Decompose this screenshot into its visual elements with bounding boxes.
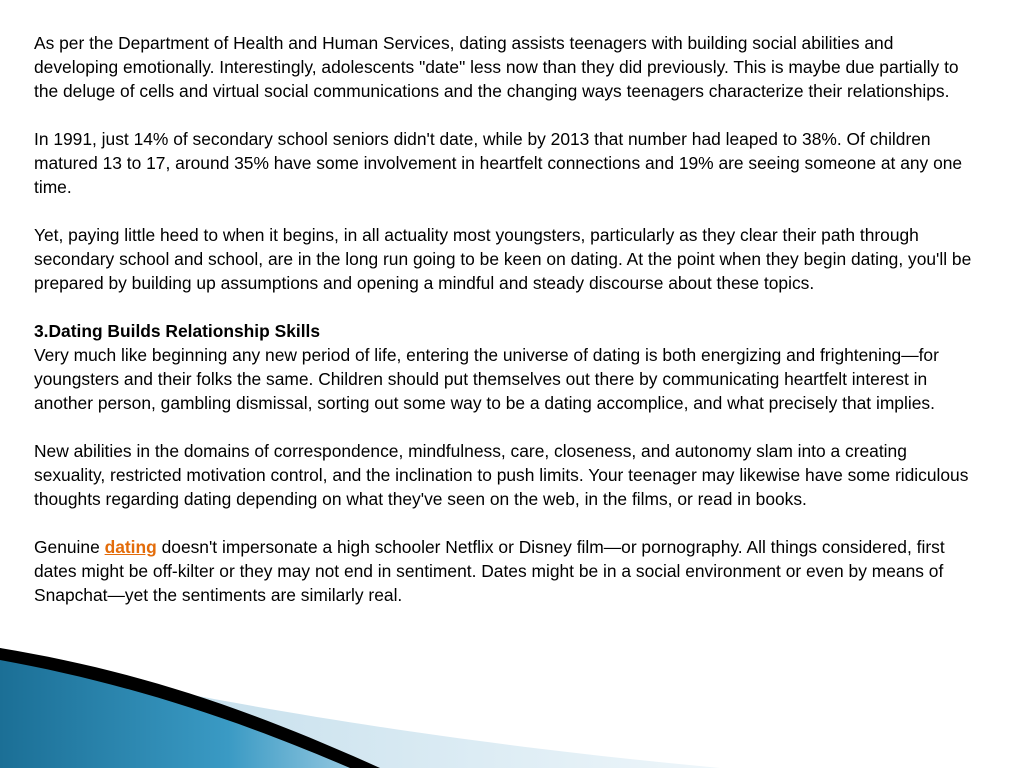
paragraph-6-start: Genuine (34, 537, 105, 557)
slide-body (34, 31, 974, 607)
paragraph-2: In 1991, just 14% of secondary school seniors didn't date, while by 2013 that number had leaped to 38%. Of children matured 13 to 17, around 35% have some involvement in heartfelt connections and 19% are seeing someone at any one time. (34, 129, 963, 197)
paragraph-5: New abilities in the domains of correspondence, mindfulness, care, closeness, and autonomy slam into a creating sexuality, restricted motivation control, and the inclination to push limits. Your teenager may likewise have some ridiculous thoughts regarding dating depending on what they've seen on the web, in the films, or read in books. (34, 441, 969, 509)
swoosh-blue-band (0, 648, 380, 768)
paragraph-6 (34, 535, 974, 607)
paragraph-6-end: doesn't impersonate a high schooler Netflix or Disney film—or pornography. All things considered, first dates might be off-kilter or they may not end in sentiment. Dates might be in a social environment or even by means of Snapchat—yet the sentiments are similarly real. (34, 537, 945, 605)
paragraph-3: Yet, paying little heed to when it begins, in all actuality most youngsters, particularly as they clear their path through secondary school and school, are in the long run going to be keen on dating. At the point when they begin dating, you'll be prepared by building up assumptions and opening a mindful and steady discourse about these topics. (34, 225, 972, 293)
paragraph-1: As per the Department of Health and Human Services, dating assists teenagers with building social abilities and developing emotionally. Interestingly, adolescents "date" less now than they did previously. This is maybe due partially to the deluge of cells and virtual social communications and the changing ways teenagers characterize their relationships. (34, 33, 959, 101)
swoosh-black-stripe (0, 648, 380, 768)
section-heading: 3.Dating Builds Relationship Skills (34, 321, 321, 341)
dating-link[interactable]: dating (104, 537, 157, 557)
section-paragraph: Very much like beginning any new period of life, entering the universe of dating is both energizing and frightening—for youngsters and their folks the same. Children should put themselves out there by communicating heartfelt interest in another person, gambling dismissal, sorting out some way to be a dating accomplice, and what precisely that implies. (34, 345, 939, 413)
swoosh-light-band (0, 655, 720, 768)
section-block (34, 319, 974, 415)
